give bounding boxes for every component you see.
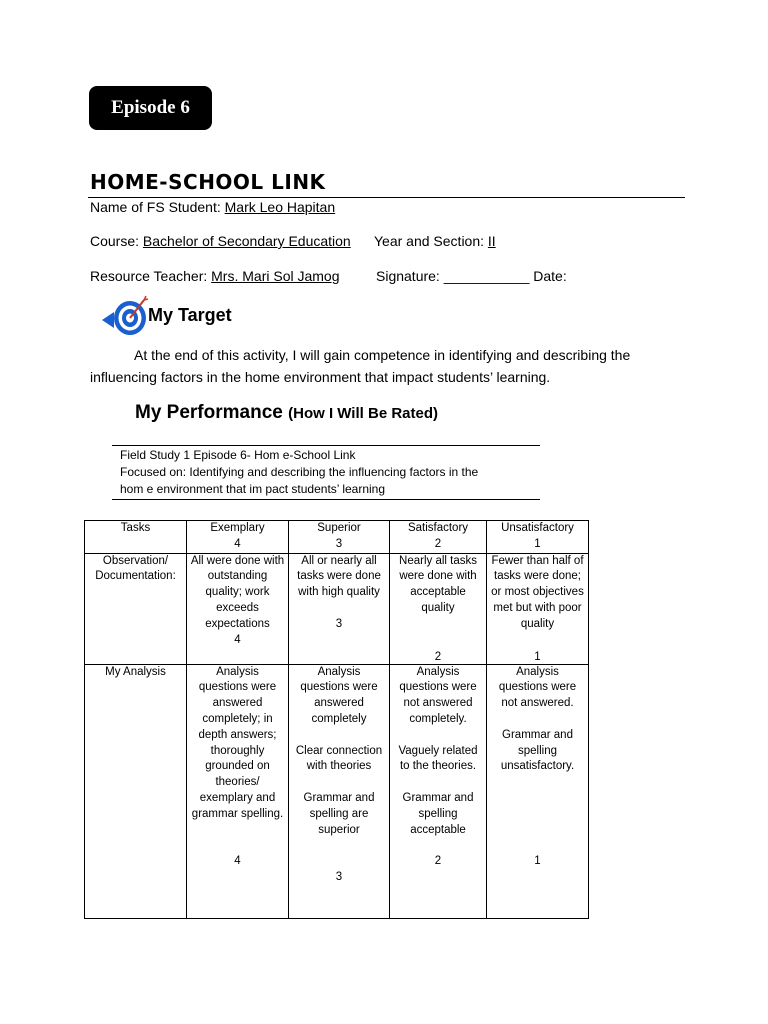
student-name-label: Name of FS Student: xyxy=(90,199,225,215)
year-section-line xyxy=(374,233,496,249)
task-observation: Observation/ Documentation: xyxy=(85,553,187,664)
analysis-satisfactory: Analysis questions were not answered completely. Vaguely related to the theories. Grammar and spelling acceptable 2 xyxy=(390,664,487,918)
performance-title: My Performance xyxy=(135,402,283,423)
observation-superior: All or nearly all tasks were done with high quality 3 xyxy=(289,553,390,664)
field-study-box xyxy=(120,447,540,498)
year-section-value: II xyxy=(487,233,496,249)
date-label: Date: xyxy=(533,268,567,284)
resource-teacher-label: Resource Teacher: xyxy=(90,268,212,284)
field-study-line2: Focused on: Identifying and describing the influencing factors in the xyxy=(120,465,479,479)
field-study-bottom-rule xyxy=(112,499,540,500)
analysis-superior: Analysis questions were answered completely Clear connection with theories Grammar and spelling are superior 3 xyxy=(289,664,390,918)
episode-badge: Episode 6 xyxy=(89,86,212,130)
observation-exemplary: All were done with outstanding quality; work exceeds expectations 4 xyxy=(187,553,289,664)
field-study-line1: Field Study 1 Episode 6- Hom e-School Link xyxy=(120,448,356,462)
header-superior: Superior 3 xyxy=(289,521,390,554)
target-paragraph-line2: influencing factors in the home environment that impact students’ learning. xyxy=(90,369,551,385)
my-target-heading: My Target xyxy=(148,305,232,325)
field-study-top-rule xyxy=(112,445,540,446)
signature-line xyxy=(376,268,567,284)
signature-blank: ___________ xyxy=(443,268,530,284)
analysis-exemplary: Analysis questions were answered completely; in depth answers; thoroughly grounded on theories/ exemplary and grammar spelling. 4 xyxy=(187,664,289,918)
rubric-header-row xyxy=(85,521,589,554)
target-arrow-icon xyxy=(100,294,148,340)
student-name-line xyxy=(90,199,335,215)
header-unsatisfactory: Unsatisfactory 1 xyxy=(487,521,589,554)
rubric-row-analysis xyxy=(85,664,589,918)
rubric-row-observation xyxy=(85,553,589,664)
analysis-unsatisfactory: Analysis questions were not answered. Grammar and spelling unsatisfactory. 1 xyxy=(487,664,589,918)
title-divider xyxy=(88,197,685,198)
signature-label: Signature: xyxy=(376,268,444,284)
target-paragraph-line1: At the end of this activity, I will gain competence in identifying and describing the xyxy=(134,347,631,363)
rubric-table xyxy=(84,520,589,919)
page-title: HOME-SCHOOL LINK xyxy=(90,170,326,194)
observation-satisfactory: Nearly all tasks were done with acceptable quality 2 xyxy=(390,553,487,664)
student-name-value: Mark Leo Hapitan xyxy=(224,199,336,215)
task-analysis: My Analysis xyxy=(85,664,187,918)
header-satisfactory: Satisfactory 2 xyxy=(390,521,487,554)
performance-subtitle: (How I Will Be Rated) xyxy=(288,405,438,422)
observation-unsatisfactory: Fewer than half of tasks were done; or most objectives met but with poor quality 1 xyxy=(487,553,589,664)
resource-teacher-value: Mrs. Mari Sol Jamog xyxy=(211,268,340,284)
my-performance-heading xyxy=(135,402,438,424)
header-exemplary: Exemplary 4 xyxy=(187,521,289,554)
course-label: Course: xyxy=(90,233,143,249)
resource-teacher-line xyxy=(90,268,340,284)
target-paragraph xyxy=(90,344,670,388)
header-tasks: Tasks xyxy=(85,521,187,554)
course-line xyxy=(90,233,351,249)
field-study-line3: hom e environment that im pact students’ learning xyxy=(120,482,386,496)
course-value: Bachelor of Secondary Education xyxy=(142,233,351,249)
year-section-label: Year and Section: xyxy=(374,233,488,249)
